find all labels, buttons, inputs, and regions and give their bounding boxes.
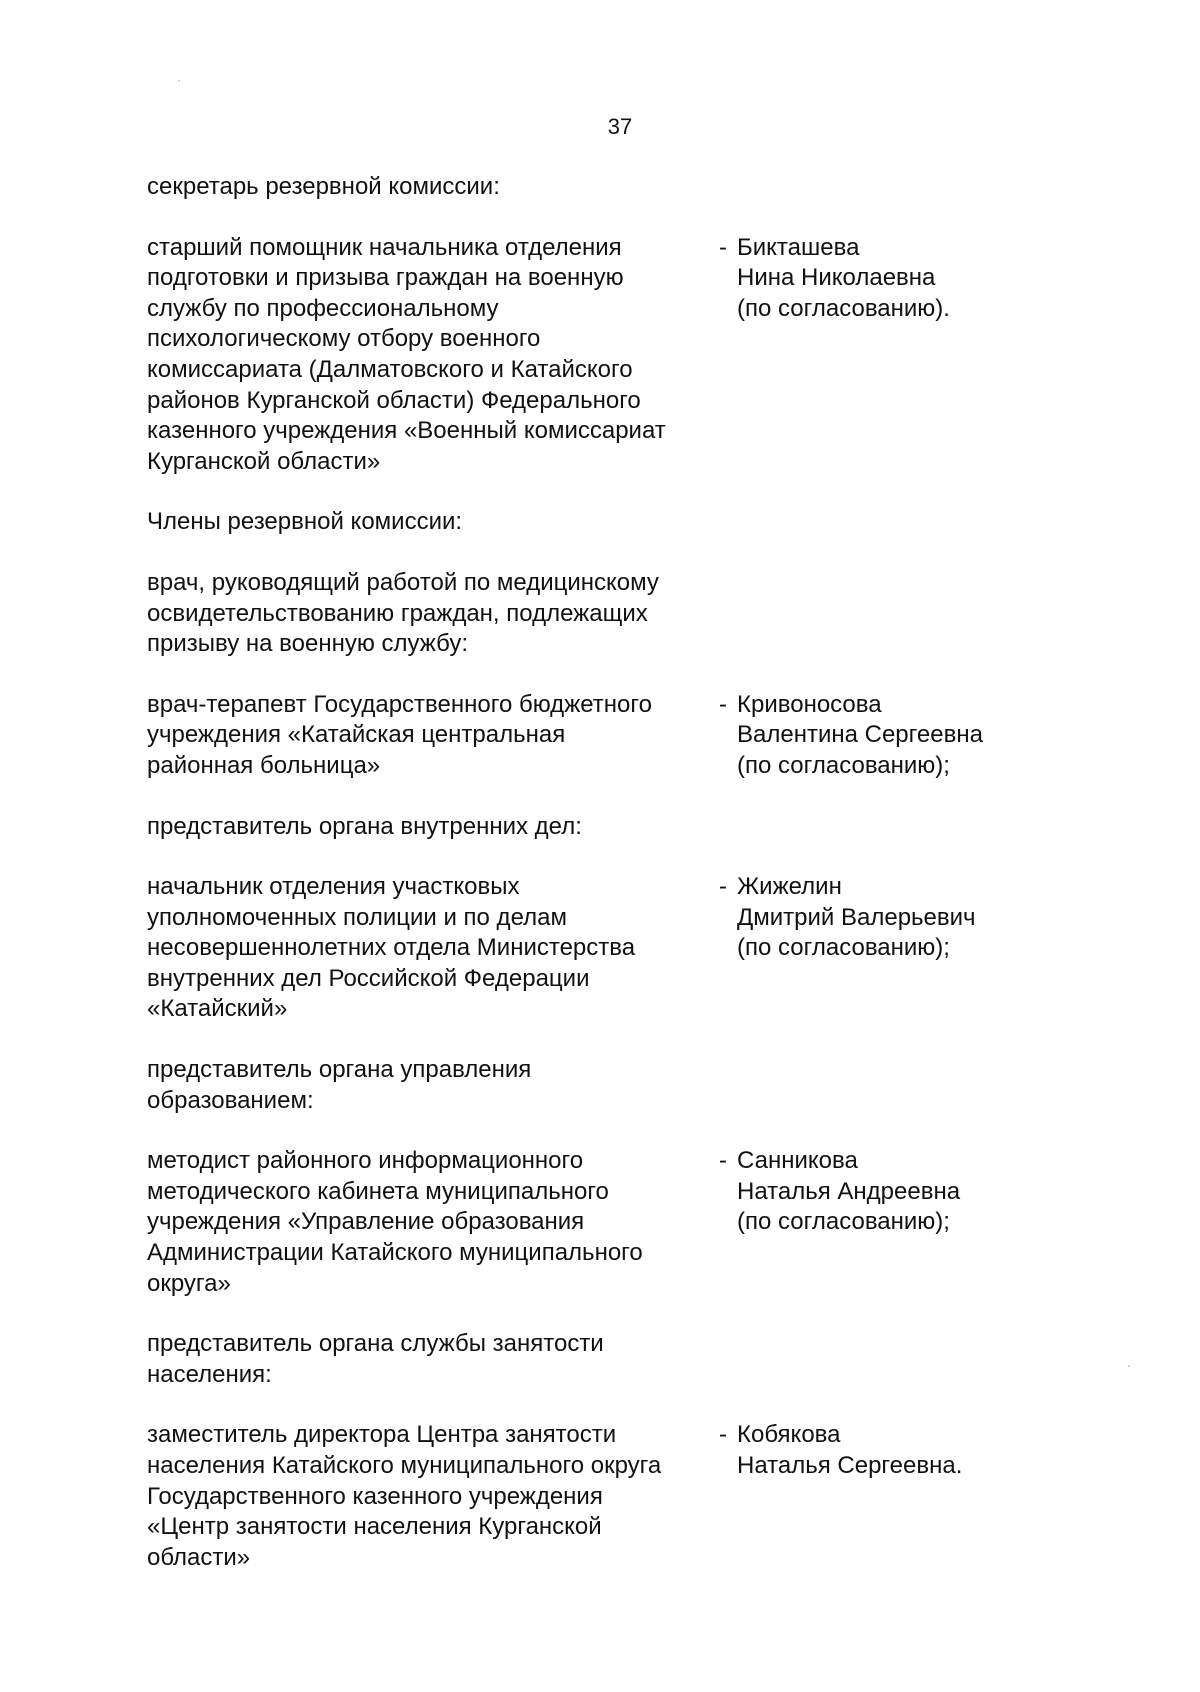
page-number: 37 [607,114,633,139]
position-line: казенного учреждения «Военный комиссариат [147,417,666,445]
heading-line: представитель органа внутренних дел: [147,812,582,840]
education-heading [147,1055,1047,1116]
heading-line: представитель органа службы занятости [147,1330,604,1358]
position-line: комиссариата (Далматовского и Катайского [147,355,633,383]
education-name [719,1146,1047,1238]
position-line: учреждения «Катайская центральная [147,721,566,749]
police-heading [147,812,1047,843]
heading-line: образованием: [147,1086,314,1114]
heading-line: населения: [147,1360,272,1388]
scan-speck [178,80,180,82]
doctor-entry [147,690,1047,782]
heading-line: освидетельствованию граждан, подлежащих [147,599,648,627]
secretary-entry [147,233,1047,478]
position-line: «Центр занятости населения Курганской [147,1513,602,1541]
heading-line: врач, руководящий работой по медицинскому [147,568,659,596]
dash-mark: - [719,1147,727,1175]
heading-line: Члены резервной комиссии: [147,508,463,536]
position-line: округа» [147,1269,231,1297]
position-line: психологическому отбору военного [147,325,541,353]
dash-mark: - [719,233,727,261]
position-line: начальник отделения участковых [147,873,520,901]
name-line: Жижелин [737,873,842,901]
name-line: Наталья Андреевна [737,1177,961,1205]
position-line: учреждения «Управление образования [147,1208,585,1236]
education-entry [147,1146,1047,1299]
position-line: старший помощник начальника отделения [147,233,622,261]
name-line: (по согласованию); [737,751,950,779]
position-line: врач-терапевт Государственного бюджетного [147,690,652,718]
secretary-name [719,233,1047,325]
heading-line: секретарь резервной комиссии: [147,173,500,200]
position-line: заместитель директора Центра занятости [147,1421,617,1449]
name-line: (по согласованию). [737,294,950,322]
position-line: внутренних дел Российской Федерации [147,964,590,992]
police-position [147,872,719,1025]
dash-mark: - [719,873,727,901]
dash-mark: - [719,1421,727,1449]
name-line: (по согласованию); [737,934,950,962]
police-name [719,872,1047,964]
position-line: «Катайский» [147,995,288,1023]
position-line: несовершеннолетних отдела Министерства [147,934,636,962]
position-line: методист районного информационного [147,1147,584,1175]
name-line: Дмитрий Валерьевич [737,903,976,931]
education-position [147,1146,719,1299]
name-line: (по согласованию); [737,1208,950,1236]
employment-heading [147,1329,1047,1390]
dash-mark: - [719,690,727,718]
position-line: области» [147,1543,251,1571]
position-line: методического кабинета муниципального [147,1177,609,1205]
position-line: подготовки и призыва граждан на военную [147,264,624,292]
name-line: Кривоносова [737,690,882,718]
doctor-position [147,690,719,782]
name-line: Бикташева [737,233,860,261]
employment-position [147,1420,719,1573]
position-line: Администрации Катайского муниципального [147,1239,643,1267]
employment-entry [147,1420,1047,1573]
police-entry [147,872,1047,1025]
name-line: Санникова [737,1147,858,1175]
position-line: районов Курганской области) Федерального [147,386,641,414]
name-line: Наталья Сергеевна. [737,1452,963,1479]
document-body [147,172,1047,1603]
members-heading [147,507,1047,538]
name-line: Валентина Сергеевна [737,721,983,749]
name-line: Нина Николаевна [737,264,936,292]
doctor-name [719,690,1047,782]
doctor-heading [147,568,1047,660]
position-line: уполномоченных полиции и по делам [147,903,567,931]
employment-name [719,1420,1047,1481]
heading-line: призыву на военную службу: [147,630,468,658]
secretary-heading [147,172,1047,203]
position-line: службу по профессиональному [147,294,499,322]
name-line: Кобякова [737,1421,841,1449]
position-line: Курганской области» [147,447,381,475]
position-line: районная больница» [147,751,381,779]
scan-speck [1128,1365,1130,1367]
position-line: населения Катайского муниципального округа [147,1452,662,1479]
heading-line: представитель органа управления [147,1056,532,1084]
secretary-position [147,233,719,478]
position-line: Государственного казенного учреждения [147,1482,603,1510]
